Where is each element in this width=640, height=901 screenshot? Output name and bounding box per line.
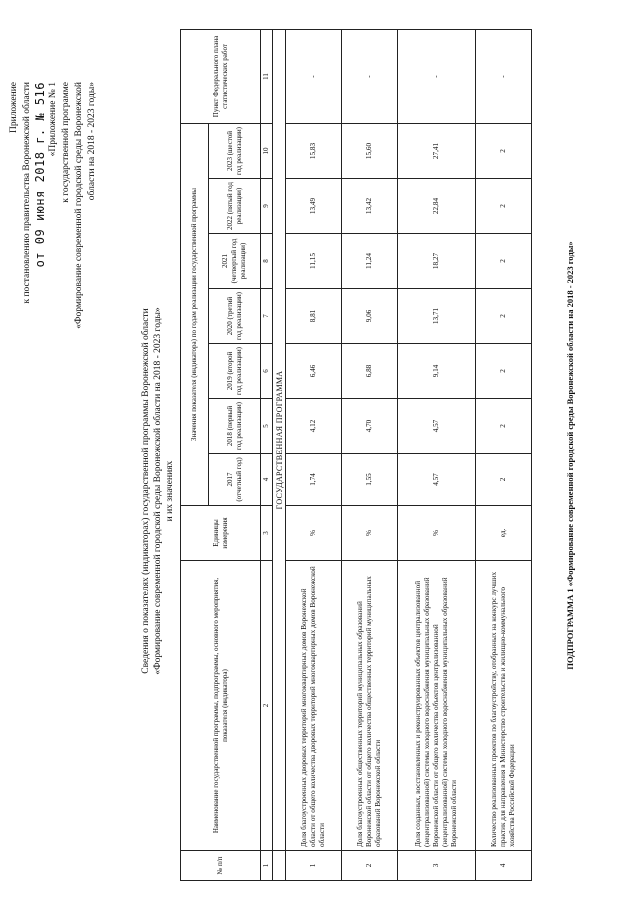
row-value-2018: 4,57 [398, 399, 476, 454]
section-row [273, 30, 286, 881]
document-title [140, 281, 176, 701]
row-plan: - [342, 30, 398, 124]
title-line-2: «Формирование современной городской среды Воронежской области на 2018 - 2023 годы» [153, 307, 163, 675]
row-num: 3 [398, 851, 476, 881]
title-line-3: и их значениях [165, 460, 175, 522]
row-num: 1 [286, 851, 342, 881]
row-value-2023: 27,41 [398, 124, 476, 179]
column-numbers-row [261, 30, 273, 881]
row-value-2020: 8,81 [286, 289, 342, 344]
row-value-2020: 13,71 [398, 289, 476, 344]
indicators-table [180, 29, 532, 881]
row-value-2023: 15,60 [342, 124, 398, 179]
row-value-2020: 2 [476, 289, 532, 344]
title-line-1: Сведения о показателях (индикаторах) государственной программы Воронежской области [141, 308, 151, 674]
row-plan: - [476, 30, 532, 124]
table-row [286, 30, 342, 881]
row-value-2023: 2 [476, 124, 532, 179]
row-indicator-name: Доля благоустроенных дворовых территорий многоквартирных домов Воронежской области от общего количества дворовых территорий многоквартирных домов Воронежской области [286, 561, 342, 851]
header-num: № п/п [181, 851, 261, 881]
col-number: 10 [261, 124, 273, 179]
table-row [476, 30, 532, 881]
row-value-2023: 15,83 [286, 124, 342, 179]
header-2022: 2022 (пятый год реализации) [209, 179, 261, 234]
col-number: 2 [261, 561, 273, 851]
row-unit: % [398, 506, 476, 561]
appendix-number: «Приложение № 1 [48, 82, 58, 157]
row-num: 4 [476, 851, 532, 881]
appendix-program-name-cont: области на 2018 - 2023 годы» [87, 82, 97, 201]
row-value-2019: 2 [476, 344, 532, 399]
appendix-date-number: от 09 июня 2018 г. № 516 [33, 82, 47, 268]
appendix-label: Приложение [9, 82, 19, 133]
row-value-2019: 6,46 [286, 344, 342, 399]
col-number: 6 [261, 344, 273, 399]
header-2023: 2023 (шестой год реализации) [209, 124, 261, 179]
header-2017: 2017 (отчетный год) [209, 454, 261, 506]
row-plan: - [286, 30, 342, 124]
row-value-2022: 13,42 [342, 179, 398, 234]
header-2018: 2018 (первый год реализации) [209, 399, 261, 454]
appendix-block [8, 82, 99, 442]
row-value-2018: 4,70 [342, 399, 398, 454]
appendix-program-name: «Формирование современной городской среды Воронежской [74, 82, 84, 329]
row-indicator-name: Количество реализованных проектов по благоустройству, отобранных на конкурс лучших практик для направления в Министерство строительства и жилищно-коммунального хозяйства Российской Федерации [476, 561, 532, 851]
table-row [342, 30, 398, 881]
row-value-2019: 9,14 [398, 344, 476, 399]
row-value-2017: 2 [476, 454, 532, 506]
row-value-2022: 13,49 [286, 179, 342, 234]
row-value-2020: 9,06 [342, 289, 398, 344]
header-2019: 2019 (второй год реализации) [209, 344, 261, 399]
row-indicator-name: Доля созданных, восстановленных и реконструированных объектов централизованной (нецентрализованной) системы холодного водоснабжения муниципальных образований Воронежской области от общего количества объектов централизованной (нецентрализованной) системы холодного водоснабжения муниципальных образований Воронежской области [398, 561, 476, 851]
row-num: 2 [342, 851, 398, 881]
row-unit: % [286, 506, 342, 561]
header-unit: Единицы измерения [181, 506, 261, 561]
header-values-group: Значения показателя (индикатора) по годам реализации государственной программы [181, 124, 209, 506]
header-2020: 2020 (третий год реализации) [209, 289, 261, 344]
row-unit: % [342, 506, 398, 561]
row-value-2018: 2 [476, 399, 532, 454]
col-number: 7 [261, 289, 273, 344]
appendix-resolution: к постановлению правительства Воронежской области [22, 82, 32, 304]
section-title: ГОСУДАРСТВЕННАЯ ПРОГРАММА [273, 30, 286, 851]
row-unit: ед. [476, 506, 532, 561]
subprogram-title: ПОДПРОГРАММА 1 «Формирование современной городской среды Воронежской области на 2018 - 2023 годы» [565, 241, 575, 670]
row-value-2021: 11,24 [342, 234, 398, 289]
row-value-2022: 2 [476, 179, 532, 234]
row-value-2021: 18,27 [398, 234, 476, 289]
row-value-2019: 6,88 [342, 344, 398, 399]
header-plan: Пункт Федерального плана статистических работ [181, 30, 261, 124]
col-number: 4 [261, 454, 273, 506]
row-value-2022: 22,84 [398, 179, 476, 234]
col-number: 11 [261, 30, 273, 124]
col-number: 8 [261, 234, 273, 289]
row-value-2017: 1,55 [342, 454, 398, 506]
row-value-2018: 4,12 [286, 399, 342, 454]
header-2021: 2021 (четвертый год реализации) [209, 234, 261, 289]
row-value-2021: 11,15 [286, 234, 342, 289]
col-number: 5 [261, 399, 273, 454]
appendix-program-ref: к государственной программе [61, 82, 71, 203]
row-indicator-name: Доля благоустроенных общественных территорий муниципальных образований Воронежской области от общего количества общественных территорий муниципальных образований Воронежской области [342, 561, 398, 851]
row-value-2017: 4,57 [398, 454, 476, 506]
row-value-2017: 1,74 [286, 454, 342, 506]
col-number: 1 [261, 851, 273, 881]
row-plan: - [398, 30, 476, 124]
col-number: 9 [261, 179, 273, 234]
row-value-2021: 2 [476, 234, 532, 289]
header-name: Наименование государственной программы, подпрограммы, основного мероприятия, показателя (индикатора) [181, 561, 261, 851]
table-row [398, 30, 476, 881]
col-number: 3 [261, 506, 273, 561]
